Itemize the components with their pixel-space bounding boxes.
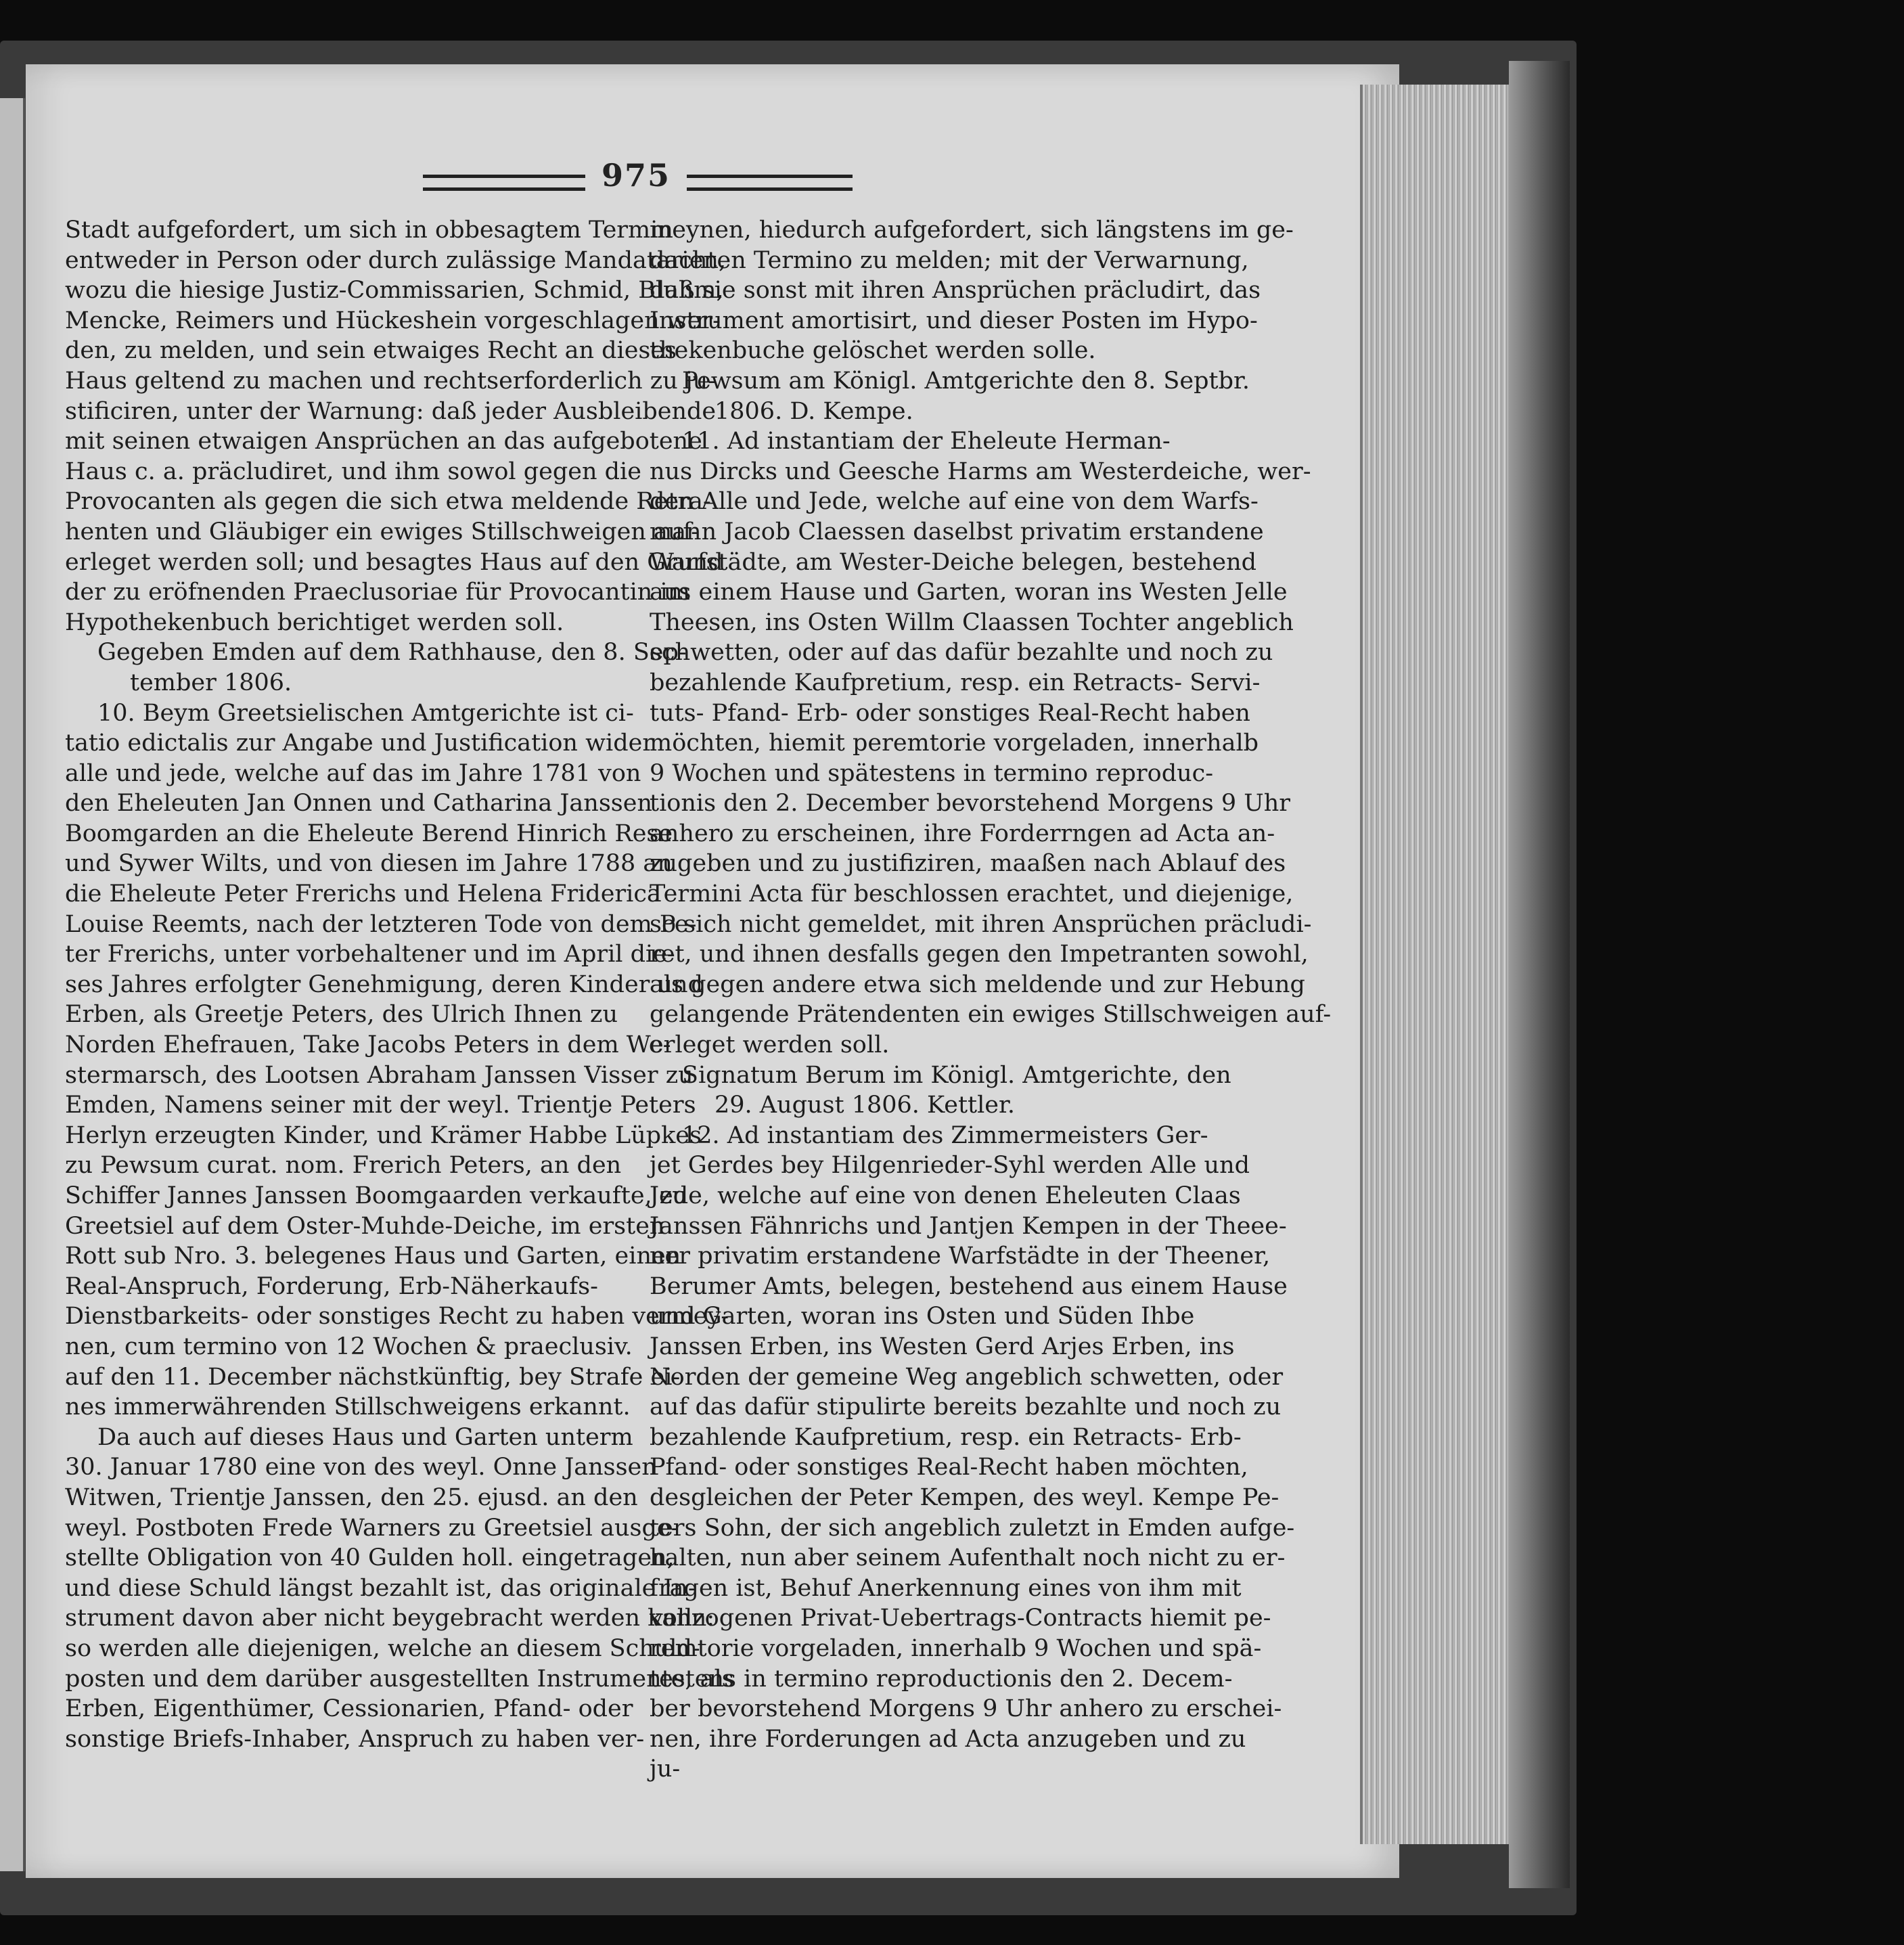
text-line: auf das dafür stipulirte bereits bezahlte und noch zu — [650, 1393, 1282, 1421]
text-line: thekenbuche gelöschet werden solle. — [650, 337, 1096, 365]
text-line: erleget werden soll; und besagtes Haus auf den Grund — [65, 548, 723, 576]
text-line: ner privatim erstandene Warfstädte in der Theener, — [650, 1243, 1271, 1270]
text-line: Janssen Erben, ins Westen Gerd Arjes Erben, ins — [650, 1333, 1235, 1360]
text-line: Warfstädte, am Wester-Deiche belegen, bestehend — [650, 548, 1257, 576]
text-line: 29. August 1806. Kettler. — [715, 1092, 1015, 1119]
text-line: 9 Wochen und spätestens in termino reproduc- — [650, 759, 1214, 787]
text-line: möchten, hiemit peremtorie vorgeladen, innerhalb — [650, 730, 1259, 757]
text-line: 11. Ad instantiam der Eheleute Herman- — [682, 428, 1171, 455]
text-line: ters Sohn, der sich angeblich zuletzt in Emden aufge- — [650, 1514, 1295, 1542]
right-text-column — [650, 215, 1332, 1785]
text-line: weyl. Postboten Frede Warners zu Greetsiel ausge- — [65, 1514, 679, 1542]
page-block-edges — [1360, 85, 1518, 1844]
text-line: remtorie vorgeladen, innerhalb 9 Wochen und spä- — [650, 1634, 1262, 1662]
text-line: tember 1806. — [130, 669, 292, 696]
text-line: tionis den 2. December bevorstehend Morgens 9 Uhr — [650, 790, 1291, 818]
header-rule-left — [423, 175, 585, 191]
text-line: erleget werden soll. — [650, 1031, 890, 1059]
text-line: nen, cum termino von 12 Wochen & praeclusiv. — [65, 1333, 633, 1360]
text-line: Herlyn erzeugten Kinder, und Krämer Habbe Lüpkes — [65, 1121, 702, 1149]
text-line: Emden, Namens seiner mit der weyl. Trientje Peters — [65, 1092, 696, 1119]
text-line: Witwen, Trientje Janssen, den 25. ejusd. an den — [65, 1483, 638, 1511]
text-line: meynen, hiedurch aufgefordert, sich längstens im ge- — [650, 217, 1294, 244]
text-line: Norden der gemeine Weg angeblich schwetten, oder — [650, 1363, 1284, 1391]
text-line: Real-Anspruch, Forderung, Erb-Näherkaufs- — [65, 1272, 598, 1300]
text-line: mann Jacob Claessen daselbst privatim erstandene — [650, 518, 1264, 545]
text-line: Jede, welche auf eine von denen Eheleuten Claas — [650, 1182, 1241, 1209]
text-line: testens in termino reproductionis den 2. Decem- — [650, 1665, 1233, 1693]
text-line: 30. Januar 1780 eine von des weyl. Onne Janssen — [65, 1454, 657, 1481]
text-line: ber bevorstehend Morgens 9 Uhr anhero zu erschei- — [650, 1695, 1282, 1723]
text-line: Pfand- oder sonstiges Real-Recht haben möchten, — [650, 1454, 1248, 1481]
header-rule-right — [687, 175, 853, 191]
text-line: tuts- Pfand- Erb- oder sonstiges Real-Recht haben — [650, 699, 1250, 727]
text-line: 1806. D. Kempe. — [715, 397, 913, 425]
text-line: desgleichen der Peter Kempen, des weyl. Kempe Pe- — [650, 1483, 1279, 1511]
text-line: auf den 11. December nächstkünftig, bey Strafe ei- — [65, 1363, 681, 1391]
text-line: mit seinen etwaigen Ansprüchen an das aufgebotene — [65, 428, 702, 455]
text-line: Louise Reemts, nach der letzteren Tode von dem Pe- — [65, 910, 697, 938]
text-line: schwetten, oder auf das dafür bezahlte und noch zu — [650, 639, 1273, 667]
text-line: und Sywer Wilts, und von diesen im Jahre 1788 an — [65, 850, 673, 878]
text-line: Boomgarden an die Eheleute Berend Hinrich Rese — [65, 820, 673, 847]
text-line: ses Jahres erfolgter Genehmigung, deren Kinder und — [65, 970, 704, 998]
text-line: bezahlende Kaufpretium, resp. ein Retracts- Servi- — [650, 669, 1261, 696]
text-line: henten und Gläubiger ein ewiges Stillschweigen auf- — [65, 518, 699, 545]
text-line: und Garten, woran ins Osten und Süden Ihbe — [650, 1303, 1195, 1331]
text-line: entweder in Person oder durch zulässige Mandatarien, — [65, 246, 727, 274]
page-number: 975 — [601, 157, 671, 194]
text-line: 12. Ad instantiam des Zimmermeisters Ger- — [682, 1121, 1208, 1149]
text-line: dachten Termino zu melden; mit der Verwarnung, — [650, 246, 1249, 274]
text-line: alle und jede, welche auf das im Jahre 1781 von — [65, 759, 641, 787]
text-line: zu Pewsum curat. nom. Frerich Peters, an den — [65, 1152, 622, 1180]
text-line: stermarsch, des Lootsen Abraham Janssen Visser zu — [65, 1061, 694, 1089]
text-line: die Eheleute Peter Frerichs und Helena Friderica — [65, 880, 661, 908]
text-line: Erben, Eigenthümer, Cessionarien, Pfand- oder — [65, 1695, 633, 1723]
text-line: nes immerwährenden Stillschweigens erkannt. — [65, 1393, 631, 1421]
text-line: stificiren, unter der Warnung: daß jeder Ausbleibende — [65, 397, 717, 425]
text-line: als gegen andere etwa sich meldende und zur Hebung — [650, 970, 1305, 998]
text-line: zugeben und zu justifiziren, maaßen nach Ablauf des — [650, 850, 1286, 878]
text-line: Da auch auf dieses Haus und Garten unterm — [97, 1423, 633, 1451]
facing-page-edge — [0, 98, 25, 1871]
text-line: 10. Beym Greetsielischen Amtgerichte ist ci- — [97, 699, 634, 727]
text-line: Pewsum am Königl. Amtgerichte den 8. Septbr. — [682, 367, 1250, 395]
text-line: aus einem Hause und Garten, woran ins Westen Jelle — [650, 579, 1288, 606]
text-line: Instrument amortisirt, und dieser Posten im Hypo- — [650, 307, 1258, 334]
left-text-column — [65, 215, 734, 1754]
text-line: nen, ihre Forderungen ad Acta anzugeben und zu — [650, 1725, 1246, 1753]
text-line: ret, und ihnen desfalls gegen den Impetranten sowohl, — [650, 941, 1309, 968]
text-line: daß sie sonst mit ihren Ansprüchen präcludirt, das — [650, 277, 1261, 305]
text-line: Berumer Amts, belegen, bestehend aus einem Hause — [650, 1272, 1288, 1300]
text-line: Mencke, Reimers und Hückeshein vorgeschlagen wer- — [65, 307, 721, 334]
text-line: Hypothekenbuch berichtiget werden soll. — [65, 608, 564, 636]
text-line: Gegeben Emden auf dem Rathhause, den 8. Sep- — [97, 639, 687, 667]
text-line: Greetsiel auf dem Oster-Muhde-Deiche, im ersten — [65, 1212, 665, 1240]
text-line: Schiffer Jannes Janssen Boomgaarden verkaufte, zu — [65, 1182, 687, 1209]
text-line: Provocanten als gegen die sich etwa meldende Retra- — [65, 488, 711, 516]
text-line: nus Dircks und Geesche Harms am Westerdeiche, wer- — [650, 457, 1311, 485]
text-line: Theesen, ins Osten Willm Claassen Tochter angeblich — [650, 608, 1294, 636]
text-line: tatio edictalis zur Angabe und Justification wider — [65, 730, 654, 757]
text-line: den, zu melden, und sein etwaiges Recht an dieses — [65, 337, 677, 365]
text-line: Janssen Fähnrichs und Jantjen Kempen in der Theee- — [650, 1212, 1287, 1240]
text-line: den Eheleuten Jan Onnen und Catharina Janssen — [65, 790, 653, 818]
text-line: Rott sub Nro. 3. belegenes Haus und Garten, einen — [65, 1243, 681, 1270]
cover-edge-shadow — [1509, 61, 1570, 1888]
text-line: sonstige Briefs-Inhaber, Anspruch zu haben ver- — [65, 1725, 645, 1753]
text-line: halten, nun aber seinem Aufenthalt noch nicht zu er- — [650, 1544, 1286, 1572]
text-line: so sich nicht gemeldet, mit ihren Ansprüchen präcludi- — [650, 910, 1312, 938]
text-line: fragen ist, Behuf Anerkennung eines von ihm mit — [650, 1574, 1242, 1602]
text-line: posten und dem darüber ausgestellten Instrumente, als — [65, 1665, 734, 1693]
text-line: den Alle und Jede, welche auf eine von dem Warfs- — [650, 488, 1259, 516]
text-line: Erben, als Greetje Peters, des Ulrich Ihnen zu — [65, 1001, 618, 1029]
text-line: vollzogenen Privat-Uebertrags-Contracts hiemit pe- — [650, 1605, 1271, 1632]
text-line: so werden alle diejenigen, welche an diesem Schuld- — [65, 1634, 700, 1662]
text-line: der zu eröfnenden Praeclusoriae für Provocantin im — [65, 579, 690, 606]
text-line: ju- — [650, 1756, 681, 1783]
text-line: jet Gerdes bey Hilgenrieder-Syhl werden Alle und — [650, 1152, 1250, 1180]
text-line: und diese Schuld längst bezahlt ist, das originale In- — [65, 1574, 696, 1602]
text-line: bezahlende Kaufpretium, resp. ein Retracts- Erb- — [650, 1423, 1242, 1451]
text-line: anhero zu erscheinen, ihre Forderrngen ad Acta an- — [650, 820, 1275, 847]
text-line: strument davon aber nicht beygebracht werden kann: — [65, 1605, 715, 1632]
text-line: wozu die hiesige Justiz-Commissarien, Schmid, Bluhm, — [65, 277, 724, 305]
text-line: Termini Acta für beschlossen erachtet, und diejenige, — [650, 880, 1294, 908]
text-line: Norden Ehefrauen, Take Jacobs Peters in dem We- — [65, 1031, 671, 1059]
text-line: Stadt aufgefordert, um sich in obbesagtem Termin — [65, 217, 673, 244]
text-line: stellte Obligation von 40 Gulden holl. eingetragen, — [65, 1544, 675, 1572]
text-line: Haus c. a. präcludiret, und ihm sowol gegen die — [65, 457, 641, 485]
text-line: gelangende Prätendenten ein ewiges Stillschweigen auf- — [650, 1001, 1332, 1029]
text-line: Signatum Berum im Königl. Amtgerichte, den — [682, 1061, 1231, 1089]
text-line: ter Frerichs, unter vorbehaltener und im April die- — [65, 941, 675, 968]
text-line: Dienstbarkeits- oder sonstiges Recht zu haben vermey- — [65, 1303, 729, 1331]
text-line: Haus geltend zu machen und rechtserforderlich zu ju- — [65, 367, 717, 395]
